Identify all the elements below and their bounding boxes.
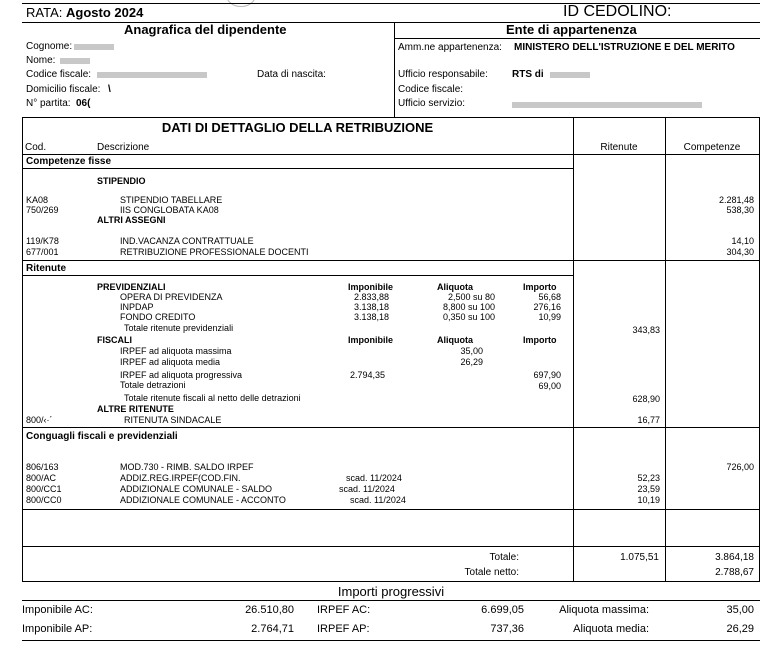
prev-aliquota: 0,350 su 100 <box>442 312 495 322</box>
data-nascita-label: Data di nascita: <box>257 69 326 80</box>
cognome-label: Cognome: <box>26 41 73 52</box>
conguaglio-cod: 806/163 <box>26 462 59 472</box>
prev-aliquota: 2,500 su 80 <box>447 292 495 302</box>
netto-value: 2.788,67 <box>715 567 754 578</box>
rule <box>22 154 760 155</box>
rule <box>573 117 574 582</box>
fisc-imponibile: 2.794,35 <box>349 370 385 380</box>
conguaglio-desc: MOD.730 - RIMB. SALDO IRPEF <box>120 462 254 472</box>
irpef-ap-value: 737,36 <box>490 623 524 635</box>
rule <box>22 427 760 428</box>
fiscali-heading: FISCALI <box>97 335 132 345</box>
aliquota-header: Aliquota <box>437 282 473 292</box>
altre-ritenute-heading: ALTRE RITENUTE <box>97 404 174 414</box>
competenza-desc: IND.VACANZA CONTRATTUALE <box>120 236 254 246</box>
rata-value: Agosto 2024 <box>66 5 144 20</box>
fisc-desc: IRPEF ad aliquota progressiva <box>120 370 243 380</box>
competenza-desc: RETRIBUZIONE PROFESSIONALE DOCENTI <box>120 247 309 257</box>
rule <box>22 640 760 641</box>
nome-label: Nome: <box>26 55 56 66</box>
ufficio-resp-value: RTS di <box>512 69 544 80</box>
partita-value: 06( <box>76 98 91 109</box>
rule <box>665 117 666 582</box>
prev-desc: FONDO CREDITO <box>120 312 196 322</box>
imponibile-ac-label: Imponibile AC: <box>22 604 93 616</box>
rule <box>22 581 760 582</box>
rule <box>22 168 573 169</box>
ente-title: Ente di appartenenza <box>506 22 637 37</box>
competenza-cod: 119/K78 <box>26 236 59 246</box>
aliquota-massima-value: 35,00 <box>726 604 754 616</box>
rule <box>22 546 760 547</box>
irpef-ac-value: 6.699,05 <box>481 604 524 616</box>
conguaglio-scad: scad. 11/2024 <box>346 473 402 483</box>
conguaglio-scad: scad. 11/2024 <box>350 495 406 505</box>
conguagli-title: Conguagli fiscali e previdenziali <box>26 431 178 442</box>
fisc-importo: 697,90 <box>533 370 561 380</box>
aliquota-header: Aliquota <box>437 335 473 345</box>
domicilio-value: \ <box>108 84 111 95</box>
prev-imponibile: 3.138,18 <box>353 302 389 312</box>
rule <box>22 117 760 118</box>
conguaglio-cod: 800/AC <box>26 473 57 483</box>
progressivi-title: Importi progressivi <box>337 584 445 599</box>
totale-prev-value: 343,83 <box>632 325 660 335</box>
rule <box>22 260 760 261</box>
competenza-desc: IIS CONGLOBATA KA08 <box>120 205 219 215</box>
competenza-cod: KA08 <box>26 195 49 205</box>
importo-header: Importo <box>523 335 557 345</box>
conguaglio-ritenute: 10,19 <box>637 495 660 505</box>
conguaglio-desc: ADDIZIONALE COMUNALE - ACCONTO <box>120 495 286 505</box>
competenze-title: Competenze fisse <box>26 156 112 167</box>
imponibile-header: Imponibile <box>348 282 393 292</box>
totale-prev-label: Totale ritenute previdenziali <box>124 323 234 333</box>
anagrafica-title: Anagrafica del dipendente <box>124 22 287 37</box>
rule <box>394 22 395 117</box>
altri-assegni-heading: ALTRI ASSEGNI <box>97 215 166 225</box>
competenza-desc: STIPENDIO TABELLARE <box>120 195 223 205</box>
competenza-value: 538,30 <box>726 205 754 215</box>
totale-fisc-value: 628,90 <box>632 394 660 404</box>
conguaglio-competenze: 726,00 <box>726 462 754 472</box>
prev-imponibile: 2.833,88 <box>353 292 389 302</box>
domicilio-label: Domicilio fiscale: <box>26 84 101 95</box>
imponibile-header: Imponibile <box>348 335 393 345</box>
conguaglio-cod: 800/CC1 <box>26 484 62 494</box>
totale-ritenute: 1.075,51 <box>620 552 659 563</box>
imponibile-ap-label: Imponibile AP: <box>22 623 93 635</box>
conguaglio-scad: scad. 11/2024 <box>339 484 395 494</box>
prev-importo: 10,99 <box>538 312 561 322</box>
aliquota-media-value: 26,29 <box>726 623 754 635</box>
ufficio-resp-label: Ufficio responsabile: <box>398 69 488 80</box>
redacted-field <box>74 44 114 50</box>
stipendio-heading: STIPENDIO <box>97 176 146 186</box>
ufficio-servizio-label: Ufficio servizio: <box>398 98 466 109</box>
totale-fisc-label: Totale ritenute fiscali al netto delle detrazioni <box>124 393 301 403</box>
aliquota-media-label: Aliquota media: <box>573 623 649 635</box>
rata-label: RATA: <box>26 5 63 20</box>
amm-label: Amm.ne appartenenza: <box>398 42 502 53</box>
conguaglio-ritenute: 23,59 <box>637 484 660 494</box>
redacted-field <box>550 72 590 78</box>
conguaglio-ritenute: 52,23 <box>637 473 660 483</box>
amm-value: MINISTERO DELL'ISTRUZIONE E DEL MERITO <box>514 42 735 53</box>
prev-aliquota: 8,800 su 100 <box>442 302 495 312</box>
netto-label: Totale netto: <box>464 567 519 578</box>
prev-imponibile: 3.138,18 <box>353 312 389 322</box>
prev-importo: 276,16 <box>533 302 561 312</box>
conguaglio-desc: ADDIZIONALE COMUNALE - SALDO <box>120 484 273 494</box>
fisc-desc: IRPEF ad aliquota massima <box>120 346 232 356</box>
importo-header: Importo <box>523 282 557 292</box>
redacted-field <box>60 58 90 64</box>
conguaglio-desc: ADDIZ.REG.IRPEF(COD.FIN. <box>120 473 241 483</box>
col-descrizione-header: Descrizione <box>97 142 150 153</box>
imponibile-ac-value: 26.510,80 <box>245 604 294 616</box>
irpef-ac-label: IRPEF AC: <box>317 604 371 616</box>
rule <box>22 509 760 510</box>
aliquota-massima-label: Aliquota massima: <box>559 604 649 616</box>
col-competenze-header: Competenze <box>683 142 741 153</box>
prev-desc: INPDAP <box>120 302 154 312</box>
imponibile-ap-value: 2.764,71 <box>251 623 294 635</box>
rule <box>759 117 760 582</box>
partita-label: N° partita: <box>26 98 71 109</box>
prev-importo: 56,68 <box>538 292 561 302</box>
ente-codice-fiscale-label: Codice fiscale: <box>398 84 464 95</box>
ritenute-title: Ritenute <box>26 263 66 274</box>
rule <box>22 275 573 276</box>
competenza-value: 14,10 <box>731 236 754 246</box>
previdenziali-heading: PREVIDENZIALI <box>97 282 166 292</box>
competenza-value: 2.281,48 <box>718 195 754 205</box>
fisc-aliquota: 35,00 <box>460 346 483 356</box>
id-cedolino-label: ID CEDOLINO: <box>563 3 672 20</box>
competenza-value: 304,30 <box>726 247 754 257</box>
sindacale-desc: RITENUTA SINDACALE <box>124 415 222 425</box>
prev-desc: OPERA DI PREVIDENZA <box>120 292 223 302</box>
col-ritenute-header: Ritenute <box>600 142 638 153</box>
codice-fiscale-label: Codice fiscale: <box>26 69 92 80</box>
rule <box>394 38 760 39</box>
totale-label: Totale: <box>489 552 519 563</box>
rule <box>22 117 23 582</box>
fisc-desc: Totale detrazioni <box>120 380 186 390</box>
fisc-importo: 69,00 <box>538 381 561 391</box>
irpef-ap-label: IRPEF AP: <box>317 623 370 635</box>
col-cod-header: Cod. <box>25 142 47 153</box>
totale-competenze: 3.864,18 <box>715 552 754 563</box>
dettaglio-title: DATI DI DETTAGLIO DELLA RETRIBUZIONE <box>161 120 434 135</box>
redacted-field <box>512 102 702 108</box>
conguaglio-cod: 800/CC0 <box>26 495 62 505</box>
sindacale-cod: 800/‹·´ <box>26 415 53 425</box>
competenza-cod: 750/269 <box>26 205 59 215</box>
redacted-field <box>97 72 207 78</box>
sindacale-value: 16,77 <box>637 415 660 425</box>
competenza-cod: 677/001 <box>26 247 59 257</box>
fisc-desc: IRPEF ad aliquota media <box>120 357 221 367</box>
rule <box>22 600 760 601</box>
fisc-aliquota: 26,29 <box>460 357 483 367</box>
